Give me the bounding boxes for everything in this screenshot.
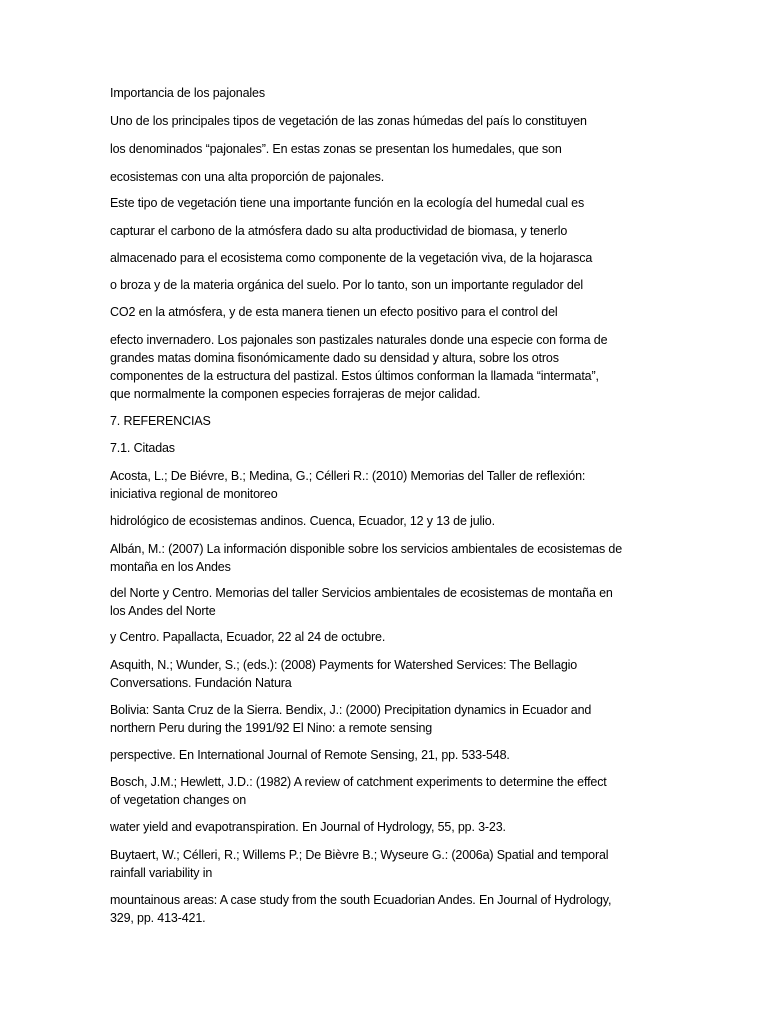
paragraph-line: CO2 en la atmósfera, y de esta manera tienen un efecto positivo para el control del bbox=[110, 305, 558, 319]
paragraph-line: grandes matas domina fisonómicamente dado su densidad y altura, sobre los otros bbox=[110, 351, 559, 365]
reference-entry bbox=[110, 891, 655, 927]
reference-line: 329, pp. 413-421. bbox=[110, 911, 206, 925]
reference-line: del Norte y Centro. Memorias del taller Servicios ambientales de ecosistemas de montaña en bbox=[110, 586, 613, 600]
paragraph-line: almacenado para el ecosistema como componente de la vegetación viva, de la hojarasca bbox=[110, 251, 593, 265]
paragraph-line: componentes de la estructura del pastizal. Estos últimos conforman la llamada “intermata”, bbox=[110, 369, 599, 383]
reference-line: northern Peru during the 1991/92 El Nino: a remote sensing bbox=[110, 721, 433, 735]
reference-entry bbox=[110, 512, 655, 530]
reference-entry bbox=[110, 467, 655, 503]
cited-subheading: 7.1. Citadas bbox=[110, 441, 175, 455]
paragraph-line: Uno de los principales tipos de vegetación de las zonas húmedas del país lo constituyen bbox=[110, 114, 587, 128]
reference-entry bbox=[110, 701, 655, 737]
reference-entry bbox=[110, 656, 655, 692]
reference-entry bbox=[110, 540, 655, 576]
paragraph-line: ecosistemas con una alta proporción de pajonales. bbox=[110, 170, 385, 184]
reference-line: Bosch, J.M.; Hewlett, J.D.: (1982) A review of catchment experiments to determine the effect bbox=[110, 775, 607, 789]
reference-line: Conversations. Fundación Natura bbox=[110, 676, 292, 690]
reference-entry bbox=[110, 846, 655, 882]
paragraph-line: capturar el carbono de la atmósfera dado su alta productividad de biomasa, y tenerlo bbox=[110, 224, 568, 238]
reference-line: Asquith, N.; Wunder, S.; (eds.): (2008) Payments for Watershed Services: The Bellagio bbox=[110, 658, 578, 672]
paragraph-line: Este tipo de vegetación tiene una importante función en la ecología del humedal cual es bbox=[110, 196, 585, 210]
paragraph-line: o broza y de la materia orgánica del suelo. Por lo tanto, son un importante regulador del bbox=[110, 278, 584, 292]
reference-line: water yield and evapotranspiration. En Journal of Hydrology, 55, pp. 3-23. bbox=[110, 820, 506, 834]
reference-entry bbox=[110, 773, 655, 809]
reference-entry bbox=[110, 628, 655, 646]
reference-line: montaña en los Andes bbox=[110, 560, 231, 574]
final-paragraph bbox=[110, 331, 655, 403]
reference-line: hidrológico de ecosistemas andinos. Cuenca, Ecuador, 12 y 13 de julio. bbox=[110, 514, 495, 528]
reference-line: y Centro. Papallacta, Ecuador, 22 al 24 de octubre. bbox=[110, 630, 386, 644]
reference-line: of vegetation changes on bbox=[110, 793, 247, 807]
reference-line: los Andes del Norte bbox=[110, 604, 216, 618]
reference-line: Buytaert, W.; Célleri, R.; Willems P.; De Bièvre B.; Wyseure G.: (2006a) Spatial and temporal bbox=[110, 848, 609, 862]
reference-line: Acosta, L.; De Biévre, B.; Medina, G.; Célleri R.: (2010) Memorias del Taller de reflexión: bbox=[110, 469, 586, 483]
reference-line: mountainous areas: A case study from the south Ecuadorian Andes. En Journal of Hydrology, bbox=[110, 893, 612, 907]
reference-line: Albán, M.: (2007) La información disponible sobre los servicios ambientales de ecosistemas de bbox=[110, 542, 623, 556]
reference-line: perspective. En International Journal of Remote Sensing, 21, pp. 533-548. bbox=[110, 748, 510, 762]
section-title: Importancia de los pajonales bbox=[110, 86, 265, 100]
paragraph-line: que normalmente la componen especies forrajeras de mejor calidad. bbox=[110, 387, 481, 401]
paragraph-line: efecto invernadero. Los pajonales son pastizales naturales donde una especie con forma de bbox=[110, 333, 608, 347]
reference-entry bbox=[110, 584, 655, 620]
references-heading: 7. REFERENCIAS bbox=[110, 414, 211, 428]
reference-entry bbox=[110, 818, 655, 836]
reference-entry bbox=[110, 746, 655, 764]
reference-line: rainfall variability in bbox=[110, 866, 213, 880]
reference-line: iniciativa regional de monitoreo bbox=[110, 487, 278, 501]
reference-line: Bolivia: Santa Cruz de la Sierra. Bendix, J.: (2000) Precipitation dynamics in Ecuador and bbox=[110, 703, 592, 717]
paragraph-line: los denominados “pajonales”. En estas zonas se presentan los humedales, que son bbox=[110, 142, 562, 156]
